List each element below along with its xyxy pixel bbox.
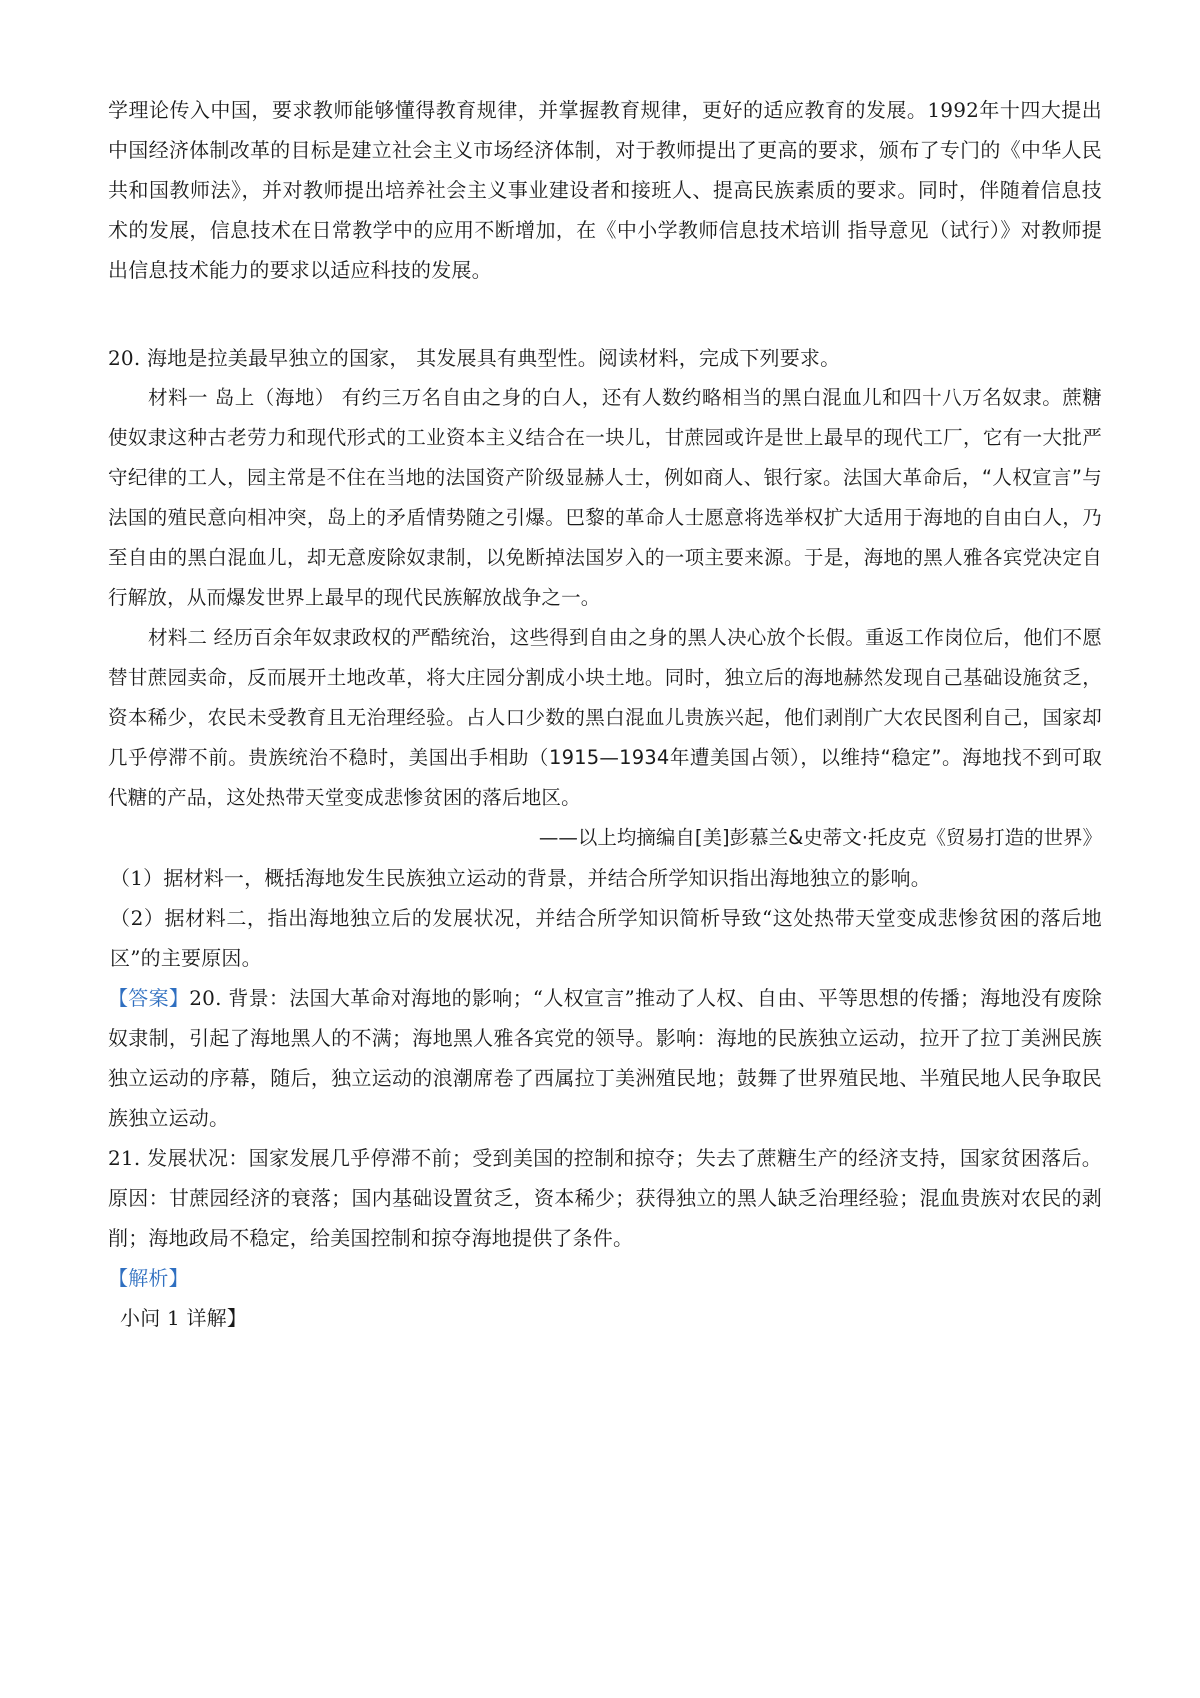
analysis-label-line: [108, 1258, 1102, 1298]
answer-part-2: 21. 发展状况：国家发展几乎停滞不前；受到美国的控制和掠夺；失去了蔗糖生产的经济支持，国家贫困落后。原因：甘蔗园经济的衰落；国内基础设置贫乏，资本稀少；获得独立的黑人缺乏治理经验；混血贵族对农民的剥削；海地政局不稳定，给美国控制和掠夺海地提供了条件。: [108, 1146, 1102, 1250]
section-gap: [108, 290, 1102, 338]
answer-label: 【答案】: [108, 986, 190, 1010]
question-stem: 20. 海地是拉美最早独立的国家， 其发展具有典型性。阅读材料，完成下列要求。: [108, 346, 841, 370]
answer-part-1-text: 20. 背景：法国大革命对海地的影响；“人权宣言”推动了人权、自由、平等思想的传播；海地没有废除奴隶制，引起了海地黑人的不满；海地黑人雅各宾党的领导。影响：海地的民族独立运动，拉开了拉丁美洲民族独立运动的序幕，随后，独立运动的浪潮席卷了西属拉丁美洲殖民地；鼓舞了世界殖民地、半殖民地人民争取民族独立运动。: [108, 986, 1102, 1130]
sub-question-1: （1）据材料一，概括海地发生民族独立运动的背景，并结合所学知识指出海地独立的影响。: [110, 866, 931, 890]
material-two: 材料二 经历百余年奴隶政权的严酷统治，这些得到自由之身的黑人决心放个长假。重返工作岗位后，他们不愿替甘蔗园卖命，反而展开土地改革，将大庄园分割成小块土地。同时，独立后的海地赫然发现自己基础设施贫乏，资本稀少，农民未受教育且无治理经验。占人口少数的黑白混血儿贵族兴起，他们剥削广大农民图利自己，国家却几乎停滞不前。贵族统治不稳时，美国出手相助（1915—1934年遭美国占领），以维持“稳定”。海地找不到可取代糖的产品，这处热带天堂变成悲惨贫困的落后地区。: [108, 626, 1102, 809]
material-one: 材料一 岛上（海地） 有约三万名自由之身的白人，还有人数约略相当的黑白混血儿和四十八万名奴隶。蔗糖使奴隶这种古老劳力和现代形式的工业资本主义结合在一块儿，甘蔗园或许是世上最早的现代工厂，它有一大批严守纪律的工人，园主常是不住在当地的法国资产阶级显赫人士，例如商人、银行家。法国大革命后，“人权宣言”与法国的殖民意向相冲突，岛上的矛盾情势随之引爆。巴黎的革命人士愿意将选举权扩大适用于海地的自由白人，乃至自由的黑白混血儿，却无意废除奴隶制，以免断掉法国岁入的一项主要来源。于是，海地的黑人雅各宾党决定自行解放，从而爆发世界上最早的现代民族解放战争之一。: [108, 386, 1102, 609]
document-page: [108, 90, 1102, 1338]
material-source: ——以上均摘编自[美]彭慕兰&史蒂文·托皮克《贸易打造的世界》: [538, 826, 1102, 849]
intro-paragraph: 学理论传入中国，要求教师能够懂得教育规律，并掌握教育规律，更好的适应教育的发展。1992年十四大提出中国经济体制改革的目标是建立社会主义市场经济体制，对于教师提出了更高的要求，颁布了专门的《中华人民共和国教师法》，并对教师提出培养社会主义事业建设者和接班人、提高民族素质的要求。同时，伴随着信息技术的发展，信息技术在日常教学中的应用不断增加，在《中小学教师信息技术培训 指导意见（试行）》对教师提出信息技术能力的要求以适应科技的发展。: [108, 98, 1102, 282]
answer-part-1: [108, 978, 1102, 1138]
sub-question-2: （2）据材料二，指出海地独立后的发展状况，并结合所学知识简析导致“这处热带天堂变成悲惨贫困的落后地区”的主要原因。: [110, 906, 1102, 970]
analysis-label: 【解析】: [108, 1266, 189, 1290]
analysis-sub-heading: 小问 1 详解】: [120, 1306, 248, 1330]
